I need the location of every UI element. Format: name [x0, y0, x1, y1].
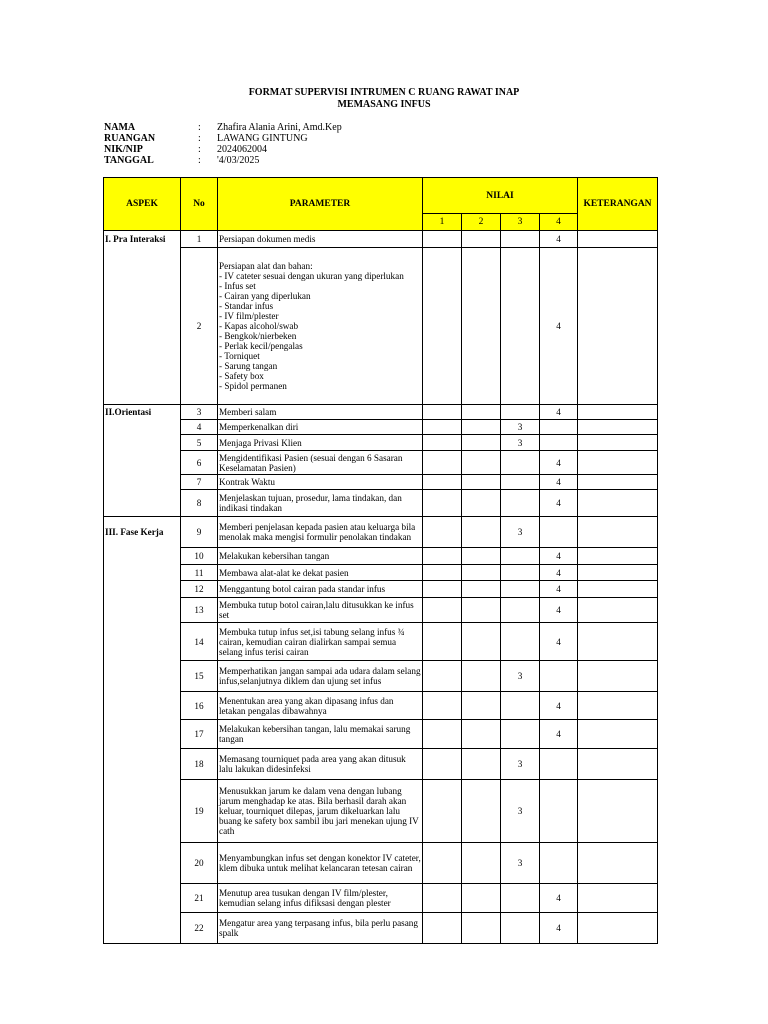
- score-cell-4: 4: [540, 248, 578, 405]
- score-cell-2: [462, 565, 501, 581]
- score-cell-4: [540, 661, 578, 692]
- keterangan-cell: [578, 884, 658, 913]
- score-cell-1: [423, 581, 462, 598]
- keterangan-cell: [578, 749, 658, 780]
- parameter-list-item: - Perlak kecil/pengalas: [219, 341, 303, 351]
- score-cell-4: [540, 435, 578, 451]
- row-number: 8: [181, 490, 218, 517]
- score-cell-1: [423, 451, 462, 475]
- score-cell-2: [462, 581, 501, 598]
- aspek-cell-empty: [104, 692, 181, 720]
- score-cell-2: [462, 884, 501, 913]
- row-number: 13: [181, 598, 218, 623]
- header-nilai: NILAI: [423, 178, 578, 214]
- score-cell-1: [423, 623, 462, 661]
- parameter-cell: Menentukan area yang akan dipasang infus dan letakan pengalas dibawahnya: [218, 692, 423, 720]
- table-row: [104, 548, 658, 565]
- score-cell-3: [501, 623, 540, 661]
- score-cell-3: [501, 475, 540, 490]
- parameter-cell: Melakukan kebersihan tangan, lalu memakai sarung tangan: [218, 720, 423, 749]
- parameter-cell: [218, 248, 423, 405]
- parameter-cell: Menggantung botol cairan pada standar infus: [218, 581, 423, 598]
- score-cell-3: [501, 692, 540, 720]
- keterangan-cell: [578, 780, 658, 843]
- row-number: 12: [181, 581, 218, 598]
- parameter-cell: Mengatur area yang terpasang infus, bila perlu pasang spalk: [218, 913, 423, 944]
- score-cell-2: [462, 420, 501, 435]
- row-number: 2: [181, 248, 218, 405]
- keterangan-cell: [578, 720, 658, 749]
- parameter-cell: Membuka tutup botol cairan,lalu ditusukkan ke infus set: [218, 598, 423, 623]
- row-number: 14: [181, 623, 218, 661]
- score-cell-1: [423, 598, 462, 623]
- parameter-list-item: - Standar infus: [219, 301, 274, 311]
- aspek-cell-empty: [104, 661, 181, 692]
- info-separator: :: [198, 133, 201, 144]
- aspek-cell-empty: [104, 913, 181, 944]
- aspek-cell: III. Fase Kerja: [104, 517, 181, 548]
- info-label: NIK/NIP: [104, 144, 143, 155]
- parameter-cell: Membawa alat-alat ke dekat pasien: [218, 565, 423, 581]
- aspek-cell-empty: [104, 490, 181, 517]
- score-cell-3: [501, 913, 540, 944]
- score-cell-3: [501, 231, 540, 248]
- score-cell-3: [501, 490, 540, 517]
- score-cell-1: [423, 692, 462, 720]
- keterangan-cell: [578, 231, 658, 248]
- row-number: 21: [181, 884, 218, 913]
- parameter-list-item: - IV film/plester: [219, 311, 279, 321]
- table-row: [104, 581, 658, 598]
- keterangan-cell: [578, 435, 658, 451]
- score-cell-3: [501, 581, 540, 598]
- table-row: [104, 913, 658, 944]
- form-subtitle: MEMASANG INFUS: [337, 99, 431, 110]
- score-cell-4: [540, 420, 578, 435]
- score-cell-4: 4: [540, 490, 578, 517]
- score-cell-4: 4: [540, 475, 578, 490]
- row-number: 4: [181, 420, 218, 435]
- parameter-cell: Memperhatikan jangan sampai ada udara dalam selang infus,selanjutnya diklem dan ujung set infus: [218, 661, 423, 692]
- table-row: [104, 420, 658, 435]
- info-row-nama: [104, 122, 342, 133]
- parameter-cell: Menutup area tusukan dengan IV film/plester, kemudian selang infus difiksasi dengan plester: [218, 884, 423, 913]
- score-cell-2: [462, 451, 501, 475]
- score-cell-1: [423, 475, 462, 490]
- score-cell-3: [501, 548, 540, 565]
- parameter-list-item: - Kapas alcohol/swab: [219, 321, 299, 331]
- row-number: 7: [181, 475, 218, 490]
- score-cell-4: 4: [540, 598, 578, 623]
- header-aspek: ASPEK: [104, 178, 181, 231]
- aspek-cell: I. Pra Interaksi: [104, 231, 181, 248]
- row-number: 6: [181, 451, 218, 475]
- table-row: [104, 843, 658, 884]
- score-cell-3: [501, 451, 540, 475]
- score-cell-1: [423, 843, 462, 884]
- form-title: FORMAT SUPERVISI INTRUMEN C RUANG RAWAT INAP: [248, 87, 520, 98]
- table-row: [104, 248, 658, 405]
- parameter-cell: Membuka tutup infus set,isi tabung selang infus ¾ cairan, kemudian cairan dialirkan sampai semua selang infus terisi cairan: [218, 623, 423, 661]
- score-cell-4: 4: [540, 623, 578, 661]
- score-cell-2: [462, 517, 501, 548]
- score-cell-1: [423, 548, 462, 565]
- score-cell-3: [501, 884, 540, 913]
- keterangan-cell: [578, 692, 658, 720]
- parameter-cell: Memberi salam: [218, 405, 423, 420]
- header-parameter: PARAMETER: [218, 178, 423, 231]
- table-row: [104, 490, 658, 517]
- score-cell-2: [462, 598, 501, 623]
- parameter-list-item: - Infus set: [219, 281, 256, 291]
- score-cell-4: [540, 843, 578, 884]
- score-cell-2: [462, 231, 501, 248]
- parameter-cell: Menusukkan jarum ke dalam vena dengan lubang jarum menghadap ke atas. Bila berhasil darah akan keluar, tourniquet dilepas, jarum dikeluarkan lalu buang ke safety box sambil ibu jari menekan ujung IV cath: [218, 780, 423, 843]
- info-separator: :: [198, 122, 201, 133]
- keterangan-cell: [578, 913, 658, 944]
- score-cell-3: 3: [501, 843, 540, 884]
- info-separator: :: [198, 144, 201, 155]
- parameter-list-item: - Bengkok/nierbeken: [219, 331, 297, 341]
- info-label: RUANGAN: [104, 133, 156, 144]
- keterangan-cell: [578, 517, 658, 548]
- info-separator: :: [198, 155, 201, 166]
- aspek-cell-empty: [104, 749, 181, 780]
- score-cell-3: 3: [501, 749, 540, 780]
- aspek-cell: II.Orientasi: [104, 405, 181, 420]
- score-cell-1: [423, 231, 462, 248]
- keterangan-cell: [578, 581, 658, 598]
- table-row: [104, 475, 658, 490]
- parameter-list-item: - IV cateter sesuai dengan ukuran yang diperlukan: [219, 271, 404, 281]
- aspek-cell-empty: [104, 720, 181, 749]
- score-cell-3: [501, 565, 540, 581]
- score-cell-1: [423, 749, 462, 780]
- table-row: [104, 720, 658, 749]
- table-row: [104, 231, 658, 248]
- keterangan-cell: [578, 598, 658, 623]
- score-cell-1: [423, 248, 462, 405]
- table-row: [104, 884, 658, 913]
- score-cell-2: [462, 435, 501, 451]
- row-number: 1: [181, 231, 218, 248]
- score-cell-1: [423, 720, 462, 749]
- parameter-list-item: - Torniquet: [219, 351, 260, 361]
- score-cell-2: [462, 248, 501, 405]
- score-cell-4: 4: [540, 548, 578, 565]
- score-cell-2: [462, 843, 501, 884]
- score-cell-1: [423, 405, 462, 420]
- info-value: Zhafira Alania Arini, Amd.Kep: [217, 122, 342, 133]
- row-number: 3: [181, 405, 218, 420]
- header-score-4: 4: [540, 214, 578, 231]
- score-cell-4: [540, 517, 578, 548]
- score-cell-3: [501, 405, 540, 420]
- score-cell-2: [462, 475, 501, 490]
- score-cell-1: [423, 780, 462, 843]
- score-cell-1: [423, 884, 462, 913]
- score-cell-4: 4: [540, 451, 578, 475]
- score-cell-4: [540, 780, 578, 843]
- row-number: 10: [181, 548, 218, 565]
- score-cell-3: 3: [501, 780, 540, 843]
- row-number: 19: [181, 780, 218, 843]
- table-row: [104, 565, 658, 581]
- header-score-1: 1: [423, 214, 462, 231]
- aspek-cell-empty: [104, 435, 181, 451]
- row-number: 22: [181, 913, 218, 944]
- score-cell-1: [423, 517, 462, 548]
- aspek-cell-empty: [104, 548, 181, 565]
- parameter-cell: Menjelaskan tujuan, prosedur, lama tindakan, dan indikasi tindakan: [218, 490, 423, 517]
- header-score-3: 3: [501, 214, 540, 231]
- parameter-cell: Memasang tourniquet pada area yang akan ditusuk lalu lakukan didesinfeksi: [218, 749, 423, 780]
- keterangan-cell: [578, 405, 658, 420]
- parameter-list-item: - Safety box: [219, 371, 264, 381]
- header-score-2: 2: [462, 214, 501, 231]
- info-row-nik: [104, 144, 342, 155]
- parameter-list-item: - Sarung tangan: [219, 361, 278, 371]
- score-cell-3: 3: [501, 435, 540, 451]
- aspek-cell-empty: [104, 884, 181, 913]
- score-cell-1: [423, 420, 462, 435]
- info-label: TANGGAL: [104, 155, 154, 166]
- keterangan-cell: [578, 420, 658, 435]
- aspek-cell-empty: [104, 581, 181, 598]
- aspek-cell-empty: [104, 598, 181, 623]
- score-cell-2: [462, 780, 501, 843]
- keterangan-cell: [578, 248, 658, 405]
- parameter-cell: Menyambungkan infus set dengan konektor IV cateter, klem dibuka untuk melihat kelancaran tetesan cairan: [218, 843, 423, 884]
- row-number: 20: [181, 843, 218, 884]
- score-cell-4: 4: [540, 231, 578, 248]
- table-row: [104, 517, 658, 548]
- score-cell-4: 4: [540, 565, 578, 581]
- score-cell-1: [423, 913, 462, 944]
- score-cell-2: [462, 720, 501, 749]
- row-number: 5: [181, 435, 218, 451]
- info-value: 2024062004: [217, 144, 267, 155]
- keterangan-cell: [578, 623, 658, 661]
- parameter-cell: Mengidentifikasi Pasien (sesuai dengan 6 Sasaran Keselamatan Pasien): [218, 451, 423, 475]
- keterangan-cell: [578, 548, 658, 565]
- identity-block: [104, 122, 342, 166]
- aspek-cell-empty: [104, 565, 181, 581]
- info-row-tanggal: [104, 155, 342, 166]
- info-row-ruangan: [104, 133, 342, 144]
- parameter-list-item: - Spidol permanen: [219, 381, 287, 391]
- header-no: No: [181, 178, 218, 231]
- table-row: [104, 749, 658, 780]
- score-cell-3: 3: [501, 420, 540, 435]
- table-row: [104, 780, 658, 843]
- keterangan-cell: [578, 451, 658, 475]
- parameter-list-item: - Cairan yang diperlukan: [219, 291, 311, 301]
- header-keterangan: KETERANGAN: [578, 178, 658, 231]
- keterangan-cell: [578, 475, 658, 490]
- aspek-cell-empty: [104, 451, 181, 475]
- score-cell-4: [540, 749, 578, 780]
- aspek-cell-empty: [104, 843, 181, 884]
- supervision-table: [103, 177, 658, 944]
- table-row: [104, 623, 658, 661]
- aspek-cell-empty: [104, 420, 181, 435]
- parameter-cell: Kontrak Waktu: [218, 475, 423, 490]
- table-row: [104, 692, 658, 720]
- score-cell-1: [423, 661, 462, 692]
- table-row: [104, 661, 658, 692]
- score-cell-2: [462, 490, 501, 517]
- score-cell-2: [462, 623, 501, 661]
- info-label: NAMA: [104, 122, 136, 133]
- row-number: 11: [181, 565, 218, 581]
- aspek-cell-empty: [104, 475, 181, 490]
- aspek-cell-empty: [104, 623, 181, 661]
- score-cell-1: [423, 565, 462, 581]
- table-row: [104, 451, 658, 475]
- row-number: 16: [181, 692, 218, 720]
- table-row: [104, 598, 658, 623]
- score-cell-2: [462, 405, 501, 420]
- score-cell-4: 4: [540, 884, 578, 913]
- parameter-cell: Menjaga Privasi Klien: [218, 435, 423, 451]
- score-cell-2: [462, 661, 501, 692]
- keterangan-cell: [578, 843, 658, 884]
- score-cell-2: [462, 749, 501, 780]
- table-row: [104, 405, 658, 420]
- score-cell-4: 4: [540, 913, 578, 944]
- row-number: 18: [181, 749, 218, 780]
- score-cell-2: [462, 913, 501, 944]
- row-number: 15: [181, 661, 218, 692]
- parameter-heading: Persiapan alat dan bahan:: [219, 261, 313, 271]
- score-cell-4: 4: [540, 405, 578, 420]
- score-cell-2: [462, 692, 501, 720]
- score-cell-1: [423, 490, 462, 517]
- parameter-cell: Memberi penjelasan kepada pasien atau keluarga bila menolak maka mengisi formulir penolakan tindakan: [218, 517, 423, 548]
- score-cell-3: [501, 248, 540, 405]
- row-number: 9: [181, 517, 218, 548]
- score-cell-3: 3: [501, 517, 540, 548]
- score-cell-3: [501, 720, 540, 749]
- score-cell-2: [462, 548, 501, 565]
- row-number: 17: [181, 720, 218, 749]
- info-value: '4/03/2025: [217, 155, 260, 166]
- parameter-cell: Melakukan kebersihan tangan: [218, 548, 423, 565]
- score-cell-3: [501, 598, 540, 623]
- aspek-cell-empty: [104, 248, 181, 405]
- score-cell-4: 4: [540, 692, 578, 720]
- table-row: [104, 435, 658, 451]
- info-value: LAWANG GINTUNG: [217, 133, 308, 144]
- score-cell-4: 4: [540, 720, 578, 749]
- keterangan-cell: [578, 490, 658, 517]
- keterangan-cell: [578, 565, 658, 581]
- score-cell-1: [423, 435, 462, 451]
- parameter-cell: Persiapan dokumen medis: [218, 231, 423, 248]
- score-cell-3: 3: [501, 661, 540, 692]
- keterangan-cell: [578, 661, 658, 692]
- score-cell-4: 4: [540, 581, 578, 598]
- table-body: [104, 231, 658, 944]
- aspek-cell-empty: [104, 780, 181, 843]
- parameter-cell: Memperkenalkan diri: [218, 420, 423, 435]
